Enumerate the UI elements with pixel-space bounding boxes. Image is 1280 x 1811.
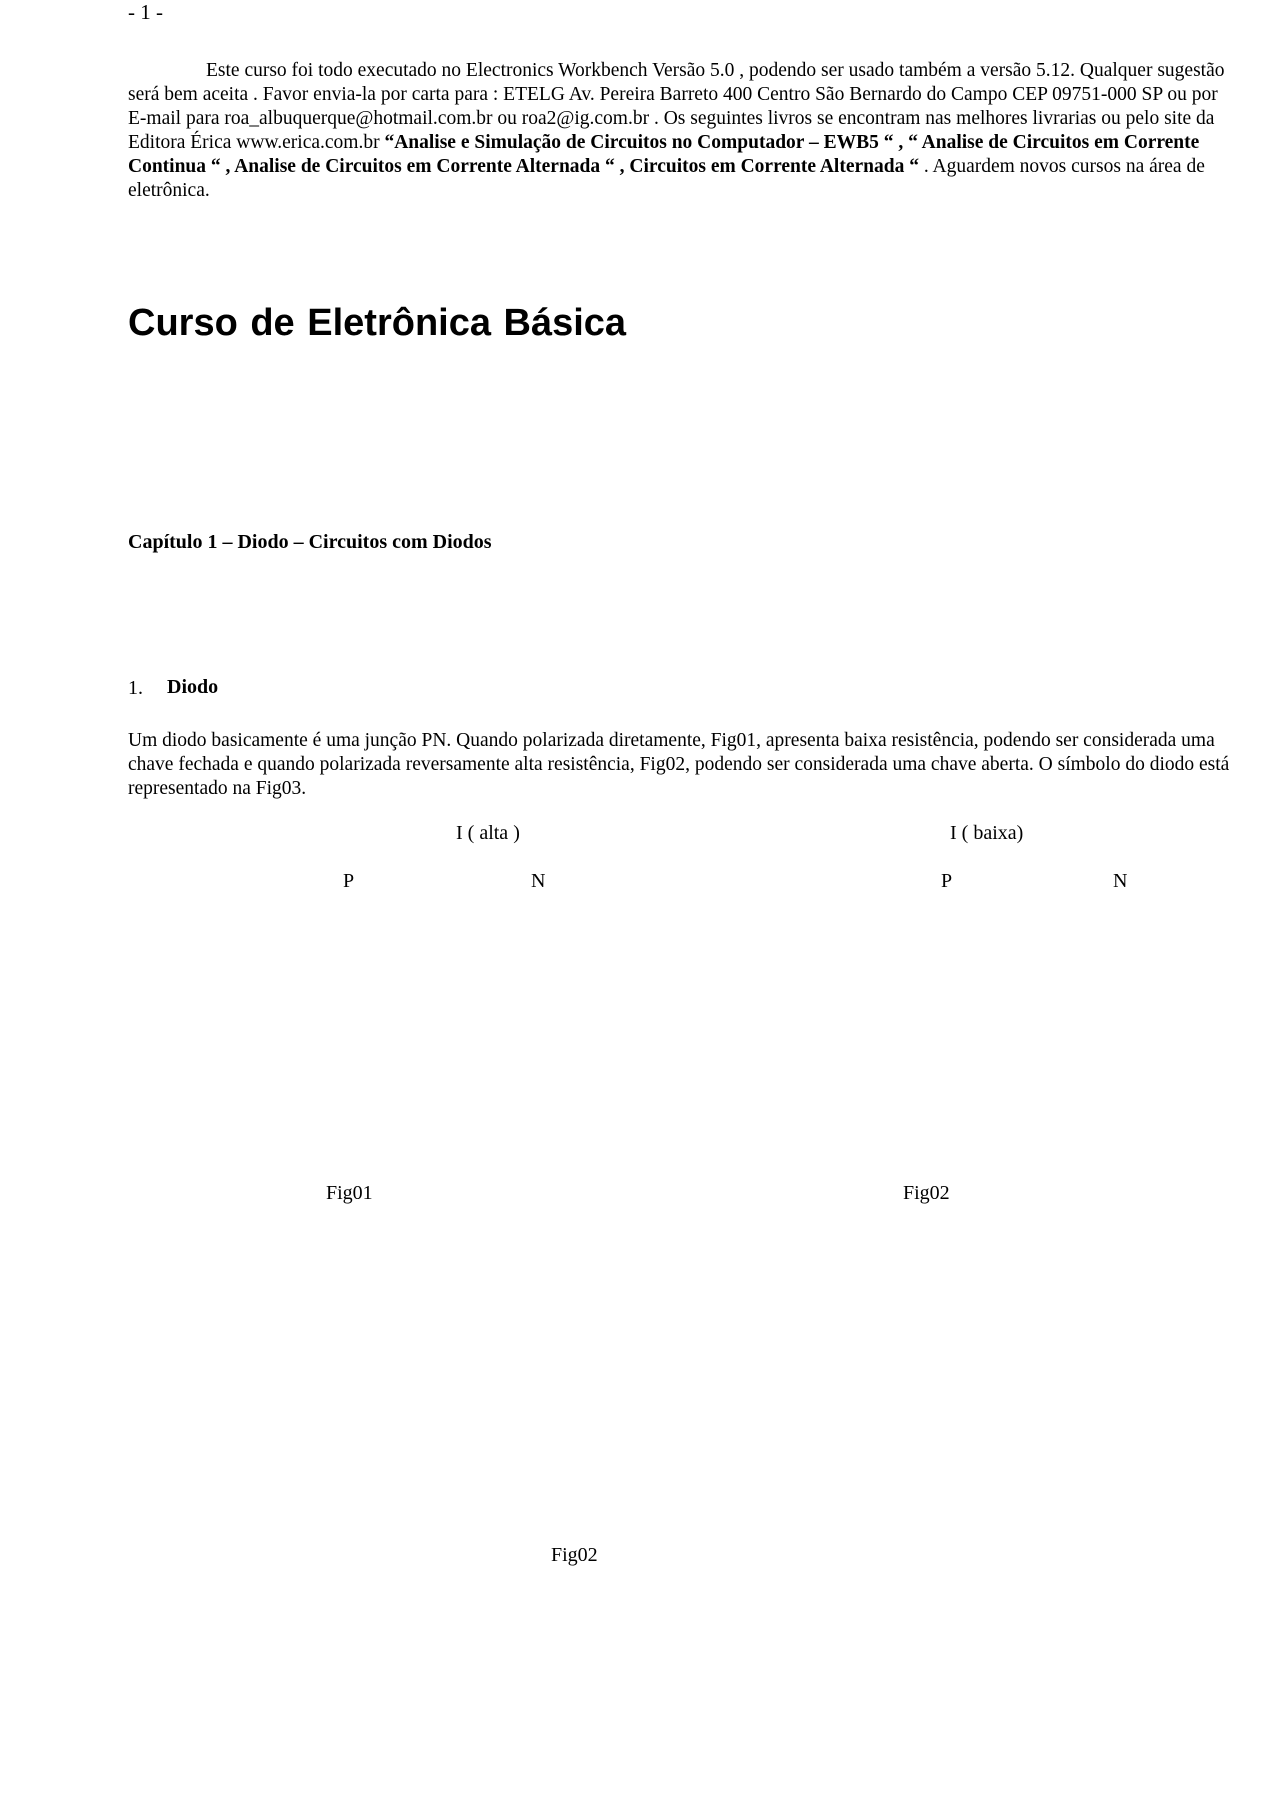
body-paragraph: Um diodo basicamente é uma junção PN. Quando polarizada diretamente, Fig01, apresenta baixa resistência, podendo ser considerada uma chave fechada e quando polarizada reversamente alta resistência, Fig02, podendo ser considerada uma chave aberta. O símbolo do diodo está representado na Fig03. bbox=[128, 730, 1230, 799]
fig02-caption: Fig02 bbox=[903, 1182, 950, 1204]
fig02-current-label: I ( baixa) bbox=[950, 822, 1024, 844]
intro-text: Este curso foi todo executado no Electronics Workbench Versão 5.0 , podendo ser usado também a versão 5.12. Qualquer sugestão será bem aceita . Favor envia-la por carta para : ETELG Av. Pereira Barreto 400 Centro São Bernardo do Campo CEP 09751-000 SP ou por E-mail para roa_albuquerque@hotmail.com.br ou roa2@ig.com.br . Os seguintes livros se encontram nas melhores livrarias ou pelo site da Editora Érica www.erica.com.br bbox=[128, 60, 1225, 153]
page-number: - 1 - bbox=[128, 0, 163, 24]
section-title: Diodo bbox=[167, 676, 219, 698]
fig03-caption: Fig02 bbox=[551, 1544, 598, 1566]
fig02-p-label: P bbox=[941, 870, 953, 892]
fig01-current-label: I ( alta ) bbox=[456, 822, 520, 844]
fig01-caption: Fig01 bbox=[326, 1182, 373, 1204]
intro-books: “Analise e Simulação de Circuitos no Computador – EWB5 “ , “ Analise de Circuitos em Corrente Continua “ , Analise de Circuitos em Corrente Alternada “ , Circuitos em Corrente Alternada “ bbox=[128, 132, 1200, 177]
chapter-heading: Capítulo 1 – Diodo – Circuitos com Diodos bbox=[128, 531, 492, 553]
intro-paragraph bbox=[128, 59, 1230, 203]
intro-closing: . Aguardem novos cursos na área de eletrônica. bbox=[128, 156, 1205, 201]
section-number: 1. bbox=[128, 677, 143, 699]
fig01-p-label: P bbox=[343, 870, 355, 892]
page-title: Curso de Eletrônica Básica bbox=[128, 302, 627, 344]
fig01-n-label: N bbox=[531, 870, 546, 892]
fig02-n-label: N bbox=[1113, 870, 1128, 892]
